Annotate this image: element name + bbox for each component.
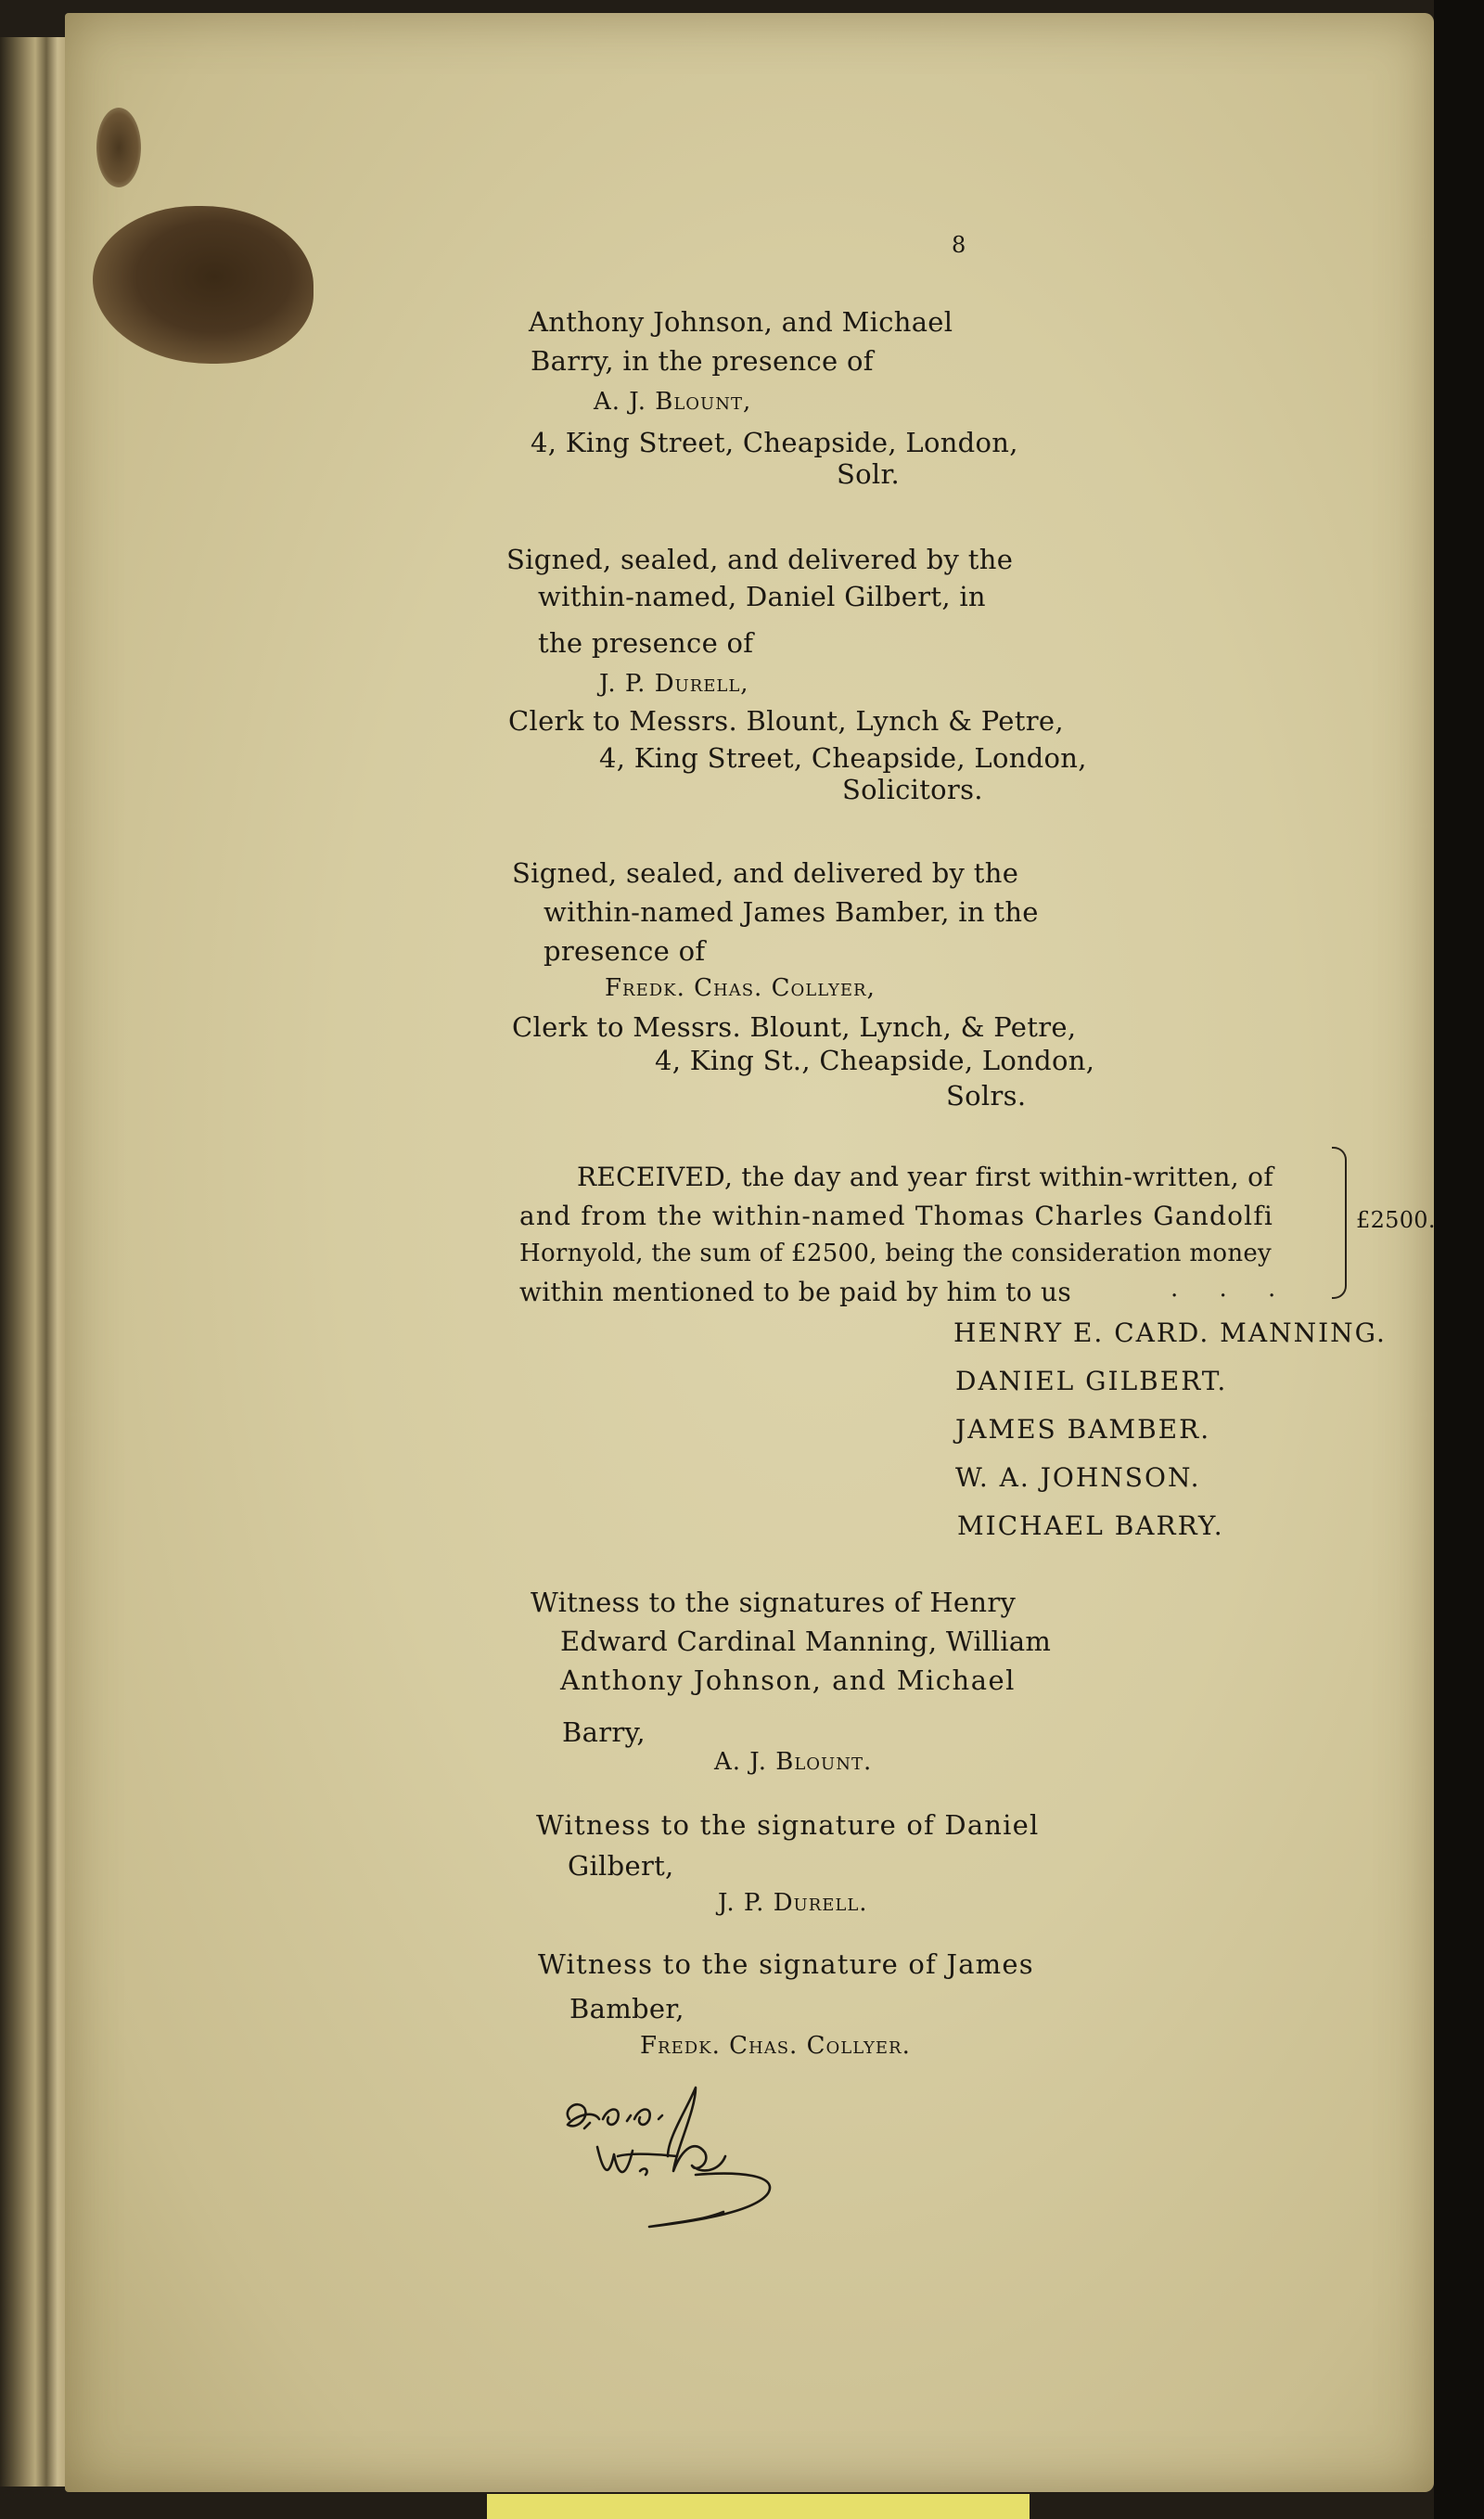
block1-address: 4, King Street, Cheapside, London, — [531, 427, 1018, 458]
receipt-line3: Hornyold, the sum of £2500, being the consideration money — [519, 1240, 1273, 1267]
witness2-line2: Gilbert, — [568, 1850, 674, 1882]
witness1-line1: Witness to the signatures of Henry — [531, 1587, 1017, 1618]
receipt-line4: within mentioned to be paid by him to us — [519, 1277, 1072, 1307]
block2-address: 4, King Street, Cheapside, London, — [599, 742, 1087, 774]
witness3-name: Fredk. Chas. Collyer. — [640, 2032, 911, 2060]
block2-witness-name: J. P. Durell, — [599, 670, 749, 698]
block3-title: Solrs. — [946, 1080, 1027, 1112]
witness1-line2: Edward Cardinal Manning, William — [560, 1626, 1052, 1657]
block2-clerk: Clerk to Messrs. Blount, Lynch & Petre, — [508, 705, 1064, 737]
witness1-line4: Barry, — [562, 1716, 646, 1748]
receipt-dots: . . . — [1171, 1275, 1293, 1303]
block3-clerk: Clerk to Messrs. Blount, Lynch, & Petre, — [512, 1011, 1077, 1043]
ink-stain-small — [96, 108, 141, 187]
witness3-line2: Bamber, — [569, 1993, 684, 2024]
block1-line1: Anthony Johnson, and Michael — [529, 306, 953, 338]
block3-line1: Signed, sealed, and delivered by the — [512, 857, 1019, 889]
receipt-line2: and from the within-named Thomas Charles Gandolfi — [519, 1201, 1274, 1231]
yellow-bookmark-tab — [487, 2494, 1030, 2519]
block3-line2: within-named James Bamber, in the — [544, 896, 1039, 928]
right-dark-edge — [1434, 0, 1484, 2519]
handwritten-initials-signature — [556, 2082, 798, 2249]
witness2-line1: Witness to the signature of Daniel — [536, 1809, 1040, 1841]
signatory-johnson: W. A. JOHNSON. — [955, 1462, 1201, 1493]
block3-witness-name: Fredk. Chas. Collyer, — [605, 974, 876, 1002]
witness1-name: A. J. Blount. — [714, 1748, 873, 1776]
block1-title: Solr. — [837, 458, 900, 490]
signatory-manning: HENRY E. CARD. MANNING. — [953, 1317, 1387, 1348]
block2-line2: within-named, Daniel Gilbert, in — [538, 581, 986, 612]
witness1-line3: Anthony Johnson, and Michael — [560, 1664, 1016, 1696]
signatory-barry: MICHAEL BARRY. — [957, 1510, 1224, 1541]
witness3-line1: Witness to the signature of James — [538, 1948, 1034, 1980]
signatory-gilbert: DANIEL GILBERT. — [955, 1366, 1228, 1396]
block3-line3: presence of — [544, 935, 706, 967]
block2-line3: the presence of — [538, 627, 754, 659]
receipt-brace — [1332, 1147, 1347, 1299]
page-number: 8 — [952, 232, 966, 258]
receipt-line1: RECEIVED, the day and year first within-written, of — [577, 1162, 1273, 1192]
signatory-bamber: JAMES BAMBER. — [955, 1414, 1211, 1445]
block3-address: 4, King St., Cheapside, London, — [655, 1045, 1095, 1076]
block1-witness-name: A. J. Blount, — [594, 388, 752, 416]
receipt-amount: £2500. — [1356, 1207, 1436, 1233]
witness2-name: J. P. Durell. — [718, 1889, 868, 1917]
block2-title: Solicitors. — [842, 774, 983, 805]
block1-line2: Barry, in the presence of — [531, 345, 874, 377]
block2-line1: Signed, sealed, and delivered by the — [506, 544, 1014, 575]
